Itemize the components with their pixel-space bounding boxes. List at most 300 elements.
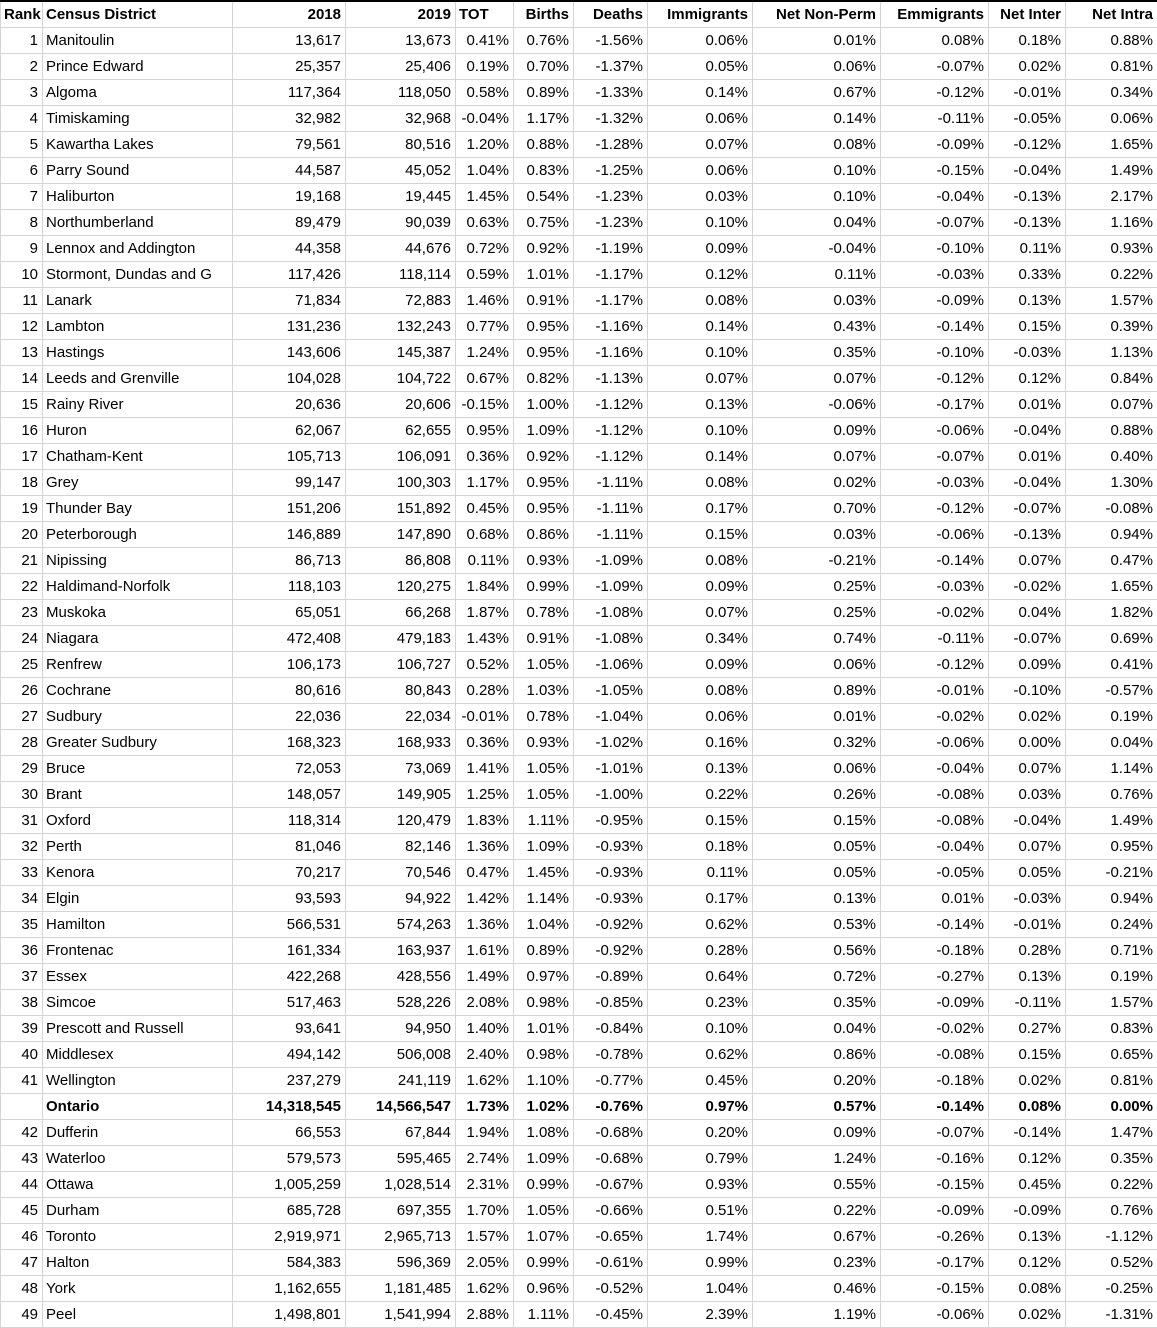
cell[interactable]: 1.41% — [456, 756, 514, 782]
column-header[interactable]: Rank — [1, 1, 43, 28]
cell[interactable]: -1.01% — [574, 756, 648, 782]
cell[interactable]: -1.16% — [574, 314, 648, 340]
cell[interactable]: 2.31% — [456, 1172, 514, 1198]
cell[interactable]: 0.12% — [989, 366, 1066, 392]
cell[interactable]: 0.15% — [989, 1042, 1066, 1068]
cell[interactable]: 0.00% — [989, 730, 1066, 756]
cell[interactable]: 0.63% — [456, 210, 514, 236]
cell[interactable]: 0.14% — [648, 444, 753, 470]
cell[interactable]: 0.98% — [514, 1042, 574, 1068]
cell[interactable]: 0.06% — [648, 106, 753, 132]
cell[interactable]: Wellington — [43, 1068, 233, 1094]
cell[interactable]: 0.07% — [753, 366, 881, 392]
cell[interactable]: 46 — [1, 1224, 43, 1250]
cell[interactable]: 0.13% — [989, 964, 1066, 990]
cell[interactable]: 1.74% — [648, 1224, 753, 1250]
cell[interactable]: 72,053 — [233, 756, 346, 782]
cell[interactable]: 1.09% — [514, 418, 574, 444]
cell[interactable]: 25 — [1, 652, 43, 678]
cell[interactable]: 0.67% — [753, 1224, 881, 1250]
cell[interactable]: 1.01% — [514, 1016, 574, 1042]
cell[interactable]: 0.19% — [1066, 964, 1157, 990]
cell[interactable]: 2.05% — [456, 1250, 514, 1276]
cell[interactable]: 0.97% — [648, 1094, 753, 1120]
cell[interactable]: 1.14% — [514, 886, 574, 912]
cell[interactable]: -0.06% — [881, 522, 989, 548]
cell[interactable]: -0.11% — [881, 106, 989, 132]
cell[interactable]: 0.94% — [1066, 522, 1157, 548]
cell[interactable]: 0.09% — [989, 652, 1066, 678]
cell[interactable]: -0.21% — [1066, 860, 1157, 886]
cell[interactable]: 0.98% — [514, 990, 574, 1016]
cell[interactable]: Peterborough — [43, 522, 233, 548]
cell[interactable]: 0.04% — [753, 210, 881, 236]
cell[interactable]: Ottawa — [43, 1172, 233, 1198]
cell[interactable]: 0.06% — [1066, 106, 1157, 132]
cell[interactable]: 1.05% — [514, 1198, 574, 1224]
cell[interactable]: 89,479 — [233, 210, 346, 236]
cell[interactable]: -0.06% — [881, 730, 989, 756]
cell[interactable]: Ontario — [43, 1094, 233, 1120]
cell[interactable]: -0.10% — [989, 678, 1066, 704]
cell[interactable]: 1.11% — [514, 808, 574, 834]
cell[interactable]: -0.11% — [989, 990, 1066, 1016]
cell[interactable]: 1.11% — [514, 1302, 574, 1328]
cell[interactable]: 0.26% — [753, 782, 881, 808]
cell[interactable]: 0.05% — [648, 54, 753, 80]
cell[interactable]: 0.47% — [456, 860, 514, 886]
cell[interactable]: 0.09% — [648, 652, 753, 678]
cell[interactable]: 80,516 — [346, 132, 456, 158]
cell[interactable]: 0.07% — [989, 756, 1066, 782]
cell[interactable]: -0.06% — [753, 392, 881, 418]
cell[interactable]: -0.68% — [574, 1120, 648, 1146]
cell[interactable]: 0.17% — [648, 496, 753, 522]
cell[interactable]: 0.02% — [989, 1068, 1066, 1094]
cell[interactable]: 118,314 — [233, 808, 346, 834]
cell[interactable]: Kawartha Lakes — [43, 132, 233, 158]
cell[interactable]: 0.10% — [753, 184, 881, 210]
cell[interactable]: 0.07% — [989, 548, 1066, 574]
cell[interactable]: 0.05% — [989, 860, 1066, 886]
cell[interactable]: -0.04% — [753, 236, 881, 262]
cell[interactable]: 1,541,994 — [346, 1302, 456, 1328]
cell[interactable]: 0.88% — [514, 132, 574, 158]
cell[interactable]: -0.18% — [881, 938, 989, 964]
cell[interactable]: 0.91% — [514, 626, 574, 652]
cell[interactable]: 70,217 — [233, 860, 346, 886]
cell[interactable]: 32 — [1, 834, 43, 860]
cell[interactable]: 0.08% — [648, 548, 753, 574]
cell[interactable]: 0.15% — [648, 808, 753, 834]
cell[interactable]: -0.14% — [881, 314, 989, 340]
column-header[interactable]: Net Non-Perm — [753, 1, 881, 28]
cell[interactable]: 0.88% — [1066, 28, 1157, 54]
cell[interactable]: 2.40% — [456, 1042, 514, 1068]
cell[interactable]: 32,982 — [233, 106, 346, 132]
cell[interactable]: -0.10% — [881, 236, 989, 262]
cell[interactable]: 0.45% — [648, 1068, 753, 1094]
cell[interactable]: 0.04% — [1066, 730, 1157, 756]
cell[interactable]: 31 — [1, 808, 43, 834]
cell[interactable]: Huron — [43, 418, 233, 444]
cell[interactable]: 0.08% — [989, 1276, 1066, 1302]
cell[interactable]: 1,028,514 — [346, 1172, 456, 1198]
cell[interactable]: -0.02% — [989, 574, 1066, 600]
cell[interactable]: -1.17% — [574, 288, 648, 314]
cell[interactable]: -0.84% — [574, 1016, 648, 1042]
cell[interactable]: 146,889 — [233, 522, 346, 548]
column-header[interactable]: Net Inter — [989, 1, 1066, 28]
cell[interactable]: 0.09% — [753, 1120, 881, 1146]
cell[interactable]: 0.17% — [648, 886, 753, 912]
cell[interactable]: 1 — [1, 28, 43, 54]
cell[interactable]: 506,008 — [346, 1042, 456, 1068]
cell[interactable]: 0.83% — [514, 158, 574, 184]
cell[interactable]: 44,676 — [346, 236, 456, 262]
cell[interactable]: -0.21% — [753, 548, 881, 574]
cell[interactable]: Renfrew — [43, 652, 233, 678]
cell[interactable]: 0.41% — [456, 28, 514, 54]
cell[interactable]: 0.10% — [648, 418, 753, 444]
cell[interactable]: 0.99% — [514, 574, 574, 600]
cell[interactable]: 0.15% — [989, 314, 1066, 340]
cell[interactable]: 33 — [1, 860, 43, 886]
cell[interactable]: -1.06% — [574, 652, 648, 678]
cell[interactable]: Prince Edward — [43, 54, 233, 80]
cell[interactable]: 7 — [1, 184, 43, 210]
cell[interactable]: -0.02% — [881, 704, 989, 730]
cell[interactable]: 0.19% — [1066, 704, 1157, 730]
cell[interactable]: 0.65% — [1066, 1042, 1157, 1068]
cell[interactable]: 22,036 — [233, 704, 346, 730]
cell[interactable]: 0.14% — [648, 314, 753, 340]
cell[interactable]: 0.43% — [753, 314, 881, 340]
cell[interactable]: 70,546 — [346, 860, 456, 886]
cell[interactable]: 1.08% — [514, 1120, 574, 1146]
cell[interactable]: 579,573 — [233, 1146, 346, 1172]
cell[interactable]: 1.05% — [514, 652, 574, 678]
cell[interactable]: 0.75% — [514, 210, 574, 236]
cell[interactable]: 0.45% — [989, 1172, 1066, 1198]
cell[interactable]: -0.93% — [574, 834, 648, 860]
cell[interactable]: 1.20% — [456, 132, 514, 158]
cell[interactable]: 0.10% — [753, 158, 881, 184]
cell[interactable]: 25,406 — [346, 54, 456, 80]
cell[interactable]: 0.70% — [514, 54, 574, 80]
cell[interactable]: -0.27% — [881, 964, 989, 990]
cell[interactable]: 1.65% — [1066, 132, 1157, 158]
cell[interactable]: -0.07% — [881, 1120, 989, 1146]
cell[interactable]: 0.92% — [514, 444, 574, 470]
cell[interactable]: 0.95% — [514, 470, 574, 496]
cell[interactable]: 472,408 — [233, 626, 346, 652]
cell[interactable]: 17 — [1, 444, 43, 470]
cell[interactable]: -1.23% — [574, 184, 648, 210]
cell[interactable]: 0.36% — [456, 730, 514, 756]
cell[interactable]: 1.04% — [456, 158, 514, 184]
cell[interactable]: -0.13% — [989, 184, 1066, 210]
cell[interactable]: 43 — [1, 1146, 43, 1172]
cell[interactable]: 0.18% — [989, 28, 1066, 54]
cell[interactable]: -0.06% — [881, 1302, 989, 1328]
cell[interactable]: -0.66% — [574, 1198, 648, 1224]
cell[interactable]: Lennox and Addington — [43, 236, 233, 262]
cell[interactable]: 35 — [1, 912, 43, 938]
column-header[interactable]: TOT — [456, 1, 514, 28]
cell[interactable]: -0.09% — [989, 1198, 1066, 1224]
cell[interactable]: 80,843 — [346, 678, 456, 704]
cell[interactable]: -0.76% — [574, 1094, 648, 1120]
cell[interactable]: Timiskaming — [43, 106, 233, 132]
cell[interactable]: 1.57% — [456, 1224, 514, 1250]
cell[interactable]: 1.24% — [753, 1146, 881, 1172]
cell[interactable]: Sudbury — [43, 704, 233, 730]
cell[interactable]: 0.95% — [514, 496, 574, 522]
cell[interactable]: -0.08% — [881, 782, 989, 808]
cell[interactable]: -0.15% — [881, 158, 989, 184]
cell[interactable]: 1.25% — [456, 782, 514, 808]
cell[interactable]: 0.01% — [989, 444, 1066, 470]
cell[interactable]: 0.07% — [1066, 392, 1157, 418]
cell[interactable]: 584,383 — [233, 1250, 346, 1276]
cell[interactable]: 0.11% — [989, 236, 1066, 262]
cell[interactable]: -0.08% — [1066, 496, 1157, 522]
cell[interactable]: -1.33% — [574, 80, 648, 106]
cell[interactable]: -1.12% — [574, 418, 648, 444]
cell[interactable]: 1.16% — [1066, 210, 1157, 236]
cell[interactable]: 161,334 — [233, 938, 346, 964]
cell[interactable]: 0.95% — [456, 418, 514, 444]
cell[interactable]: 0.10% — [648, 210, 753, 236]
cell[interactable]: 44,358 — [233, 236, 346, 262]
cell[interactable]: 1.05% — [514, 782, 574, 808]
cell[interactable]: 0.72% — [753, 964, 881, 990]
cell[interactable]: -0.09% — [881, 288, 989, 314]
cell[interactable]: 1.24% — [456, 340, 514, 366]
cell[interactable]: Nipissing — [43, 548, 233, 574]
cell[interactable]: 20,606 — [346, 392, 456, 418]
cell[interactable]: 0.36% — [456, 444, 514, 470]
cell[interactable]: 0.13% — [753, 886, 881, 912]
cell[interactable]: 528,226 — [346, 990, 456, 1016]
cell[interactable]: 41 — [1, 1068, 43, 1094]
cell[interactable]: 237,279 — [233, 1068, 346, 1094]
cell[interactable]: 0.54% — [514, 184, 574, 210]
cell[interactable]: 0.93% — [514, 548, 574, 574]
cell[interactable]: 44 — [1, 1172, 43, 1198]
cell[interactable]: -0.07% — [881, 210, 989, 236]
cell[interactable]: 16 — [1, 418, 43, 444]
cell[interactable]: -0.15% — [881, 1172, 989, 1198]
cell[interactable]: Rainy River — [43, 392, 233, 418]
cell[interactable]: 67,844 — [346, 1120, 456, 1146]
cell[interactable]: -0.12% — [881, 496, 989, 522]
cell[interactable]: 2,919,971 — [233, 1224, 346, 1250]
cell[interactable]: 11 — [1, 288, 43, 314]
cell[interactable]: 22 — [1, 574, 43, 600]
cell[interactable]: 32,968 — [346, 106, 456, 132]
cell[interactable]: 1.57% — [1066, 990, 1157, 1016]
cell[interactable]: -0.13% — [989, 522, 1066, 548]
column-header[interactable]: Census District — [43, 1, 233, 28]
cell[interactable]: 1.62% — [456, 1068, 514, 1094]
cell[interactable]: 29 — [1, 756, 43, 782]
cell[interactable]: 0.34% — [648, 626, 753, 652]
cell[interactable]: 118,114 — [346, 262, 456, 288]
cell[interactable]: -0.12% — [881, 652, 989, 678]
cell[interactable]: Lanark — [43, 288, 233, 314]
cell[interactable]: -1.17% — [574, 262, 648, 288]
column-header[interactable]: 2019 — [346, 1, 456, 28]
cell[interactable]: 0.03% — [648, 184, 753, 210]
cell[interactable]: 0.92% — [514, 236, 574, 262]
cell[interactable]: -1.12% — [574, 444, 648, 470]
cell[interactable]: 0.06% — [753, 652, 881, 678]
cell[interactable]: -0.78% — [574, 1042, 648, 1068]
cell[interactable]: -0.14% — [881, 548, 989, 574]
cell[interactable]: 0.59% — [456, 262, 514, 288]
cell[interactable]: -0.04% — [881, 834, 989, 860]
cell[interactable]: -0.25% — [1066, 1276, 1157, 1302]
cell[interactable]: 1.13% — [1066, 340, 1157, 366]
cell[interactable]: 0.33% — [989, 262, 1066, 288]
cell[interactable]: -0.65% — [574, 1224, 648, 1250]
cell[interactable]: 428,556 — [346, 964, 456, 990]
cell[interactable]: 0.76% — [1066, 782, 1157, 808]
cell[interactable]: 0.02% — [989, 704, 1066, 730]
cell[interactable]: 1.03% — [514, 678, 574, 704]
cell[interactable]: 1,181,485 — [346, 1276, 456, 1302]
cell[interactable]: 0.20% — [753, 1068, 881, 1094]
cell[interactable]: 151,206 — [233, 496, 346, 522]
cell[interactable]: 147,890 — [346, 522, 456, 548]
column-header[interactable]: Immigrants — [648, 1, 753, 28]
cell[interactable]: 0.72% — [456, 236, 514, 262]
cell[interactable]: 0.82% — [514, 366, 574, 392]
cell[interactable]: 1.84% — [456, 574, 514, 600]
cell[interactable]: Durham — [43, 1198, 233, 1224]
cell[interactable]: 15 — [1, 392, 43, 418]
cell[interactable]: Brant — [43, 782, 233, 808]
cell[interactable]: Algoma — [43, 80, 233, 106]
cell[interactable]: Hamilton — [43, 912, 233, 938]
cell[interactable]: 21 — [1, 548, 43, 574]
cell[interactable]: 0.93% — [514, 730, 574, 756]
cell[interactable]: 0.24% — [1066, 912, 1157, 938]
cell[interactable]: 0.03% — [753, 288, 881, 314]
cell[interactable]: 86,713 — [233, 548, 346, 574]
cell[interactable]: 0.28% — [648, 938, 753, 964]
cell[interactable]: 0.93% — [1066, 236, 1157, 262]
cell[interactable]: 0.19% — [456, 54, 514, 80]
cell[interactable]: 19 — [1, 496, 43, 522]
column-header[interactable]: Births — [514, 1, 574, 28]
cell[interactable]: 1.19% — [753, 1302, 881, 1328]
cell[interactable]: Haliburton — [43, 184, 233, 210]
cell[interactable]: Oxford — [43, 808, 233, 834]
cell[interactable]: -0.07% — [881, 54, 989, 80]
cell[interactable]: 13 — [1, 340, 43, 366]
cell[interactable]: 2.39% — [648, 1302, 753, 1328]
cell[interactable]: 1.47% — [1066, 1120, 1157, 1146]
cell[interactable]: 0.25% — [753, 600, 881, 626]
cell[interactable]: -0.14% — [881, 912, 989, 938]
cell[interactable]: 0.47% — [1066, 548, 1157, 574]
cell[interactable]: 62,067 — [233, 418, 346, 444]
cell[interactable]: 0.22% — [648, 782, 753, 808]
cell[interactable]: 0.00% — [1066, 1094, 1157, 1120]
cell[interactable]: 1.42% — [456, 886, 514, 912]
cell[interactable]: 0.67% — [753, 80, 881, 106]
cell[interactable]: 105,713 — [233, 444, 346, 470]
cell[interactable]: Hastings — [43, 340, 233, 366]
cell[interactable]: 0.83% — [1066, 1016, 1157, 1042]
cell[interactable]: -1.11% — [574, 522, 648, 548]
cell[interactable]: -1.09% — [574, 548, 648, 574]
cell[interactable]: 1.43% — [456, 626, 514, 652]
cell[interactable]: 0.91% — [514, 288, 574, 314]
cell[interactable]: 685,728 — [233, 1198, 346, 1224]
cell[interactable]: -1.12% — [574, 392, 648, 418]
cell[interactable]: 0.69% — [1066, 626, 1157, 652]
cell[interactable]: 0.23% — [753, 1250, 881, 1276]
cell[interactable]: 0.01% — [881, 886, 989, 912]
cell[interactable]: 0.81% — [1066, 54, 1157, 80]
cell[interactable]: 0.03% — [753, 522, 881, 548]
cell[interactable]: 118,050 — [346, 80, 456, 106]
cell[interactable]: 47 — [1, 1250, 43, 1276]
cell[interactable]: 0.94% — [1066, 886, 1157, 912]
cell[interactable]: -1.13% — [574, 366, 648, 392]
cell[interactable]: 132,243 — [346, 314, 456, 340]
cell[interactable]: 0.27% — [989, 1016, 1066, 1042]
cell[interactable]: 0.08% — [648, 288, 753, 314]
cell[interactable]: 494,142 — [233, 1042, 346, 1068]
cell[interactable]: 0.67% — [456, 366, 514, 392]
cell[interactable]: -0.04% — [881, 756, 989, 782]
cell[interactable]: 0.78% — [514, 704, 574, 730]
cell[interactable]: -0.04% — [989, 808, 1066, 834]
cell[interactable]: 0.06% — [648, 704, 753, 730]
cell[interactable]: 0.95% — [514, 340, 574, 366]
cell[interactable]: 2.74% — [456, 1146, 514, 1172]
cell[interactable]: -1.32% — [574, 106, 648, 132]
cell[interactable]: -0.03% — [881, 574, 989, 600]
cell[interactable]: 1.82% — [1066, 600, 1157, 626]
cell[interactable] — [1, 1094, 43, 1120]
cell[interactable]: -1.28% — [574, 132, 648, 158]
cell[interactable]: 9 — [1, 236, 43, 262]
cell[interactable]: York — [43, 1276, 233, 1302]
cell[interactable]: -0.12% — [881, 80, 989, 106]
cell[interactable]: -1.02% — [574, 730, 648, 756]
cell[interactable]: -1.16% — [574, 340, 648, 366]
cell[interactable]: 1.46% — [456, 288, 514, 314]
cell[interactable]: 0.22% — [1066, 1172, 1157, 1198]
cell[interactable]: 0.32% — [753, 730, 881, 756]
cell[interactable]: 0.89% — [514, 80, 574, 106]
cell[interactable]: 13,673 — [346, 28, 456, 54]
cell[interactable]: Muskoka — [43, 600, 233, 626]
cell[interactable]: -0.17% — [881, 1250, 989, 1276]
cell[interactable]: 20,636 — [233, 392, 346, 418]
cell[interactable]: 0.99% — [514, 1250, 574, 1276]
cell[interactable]: 0.15% — [753, 808, 881, 834]
cell[interactable]: 94,922 — [346, 886, 456, 912]
cell[interactable]: 0.74% — [753, 626, 881, 652]
cell[interactable]: 0.68% — [456, 522, 514, 548]
